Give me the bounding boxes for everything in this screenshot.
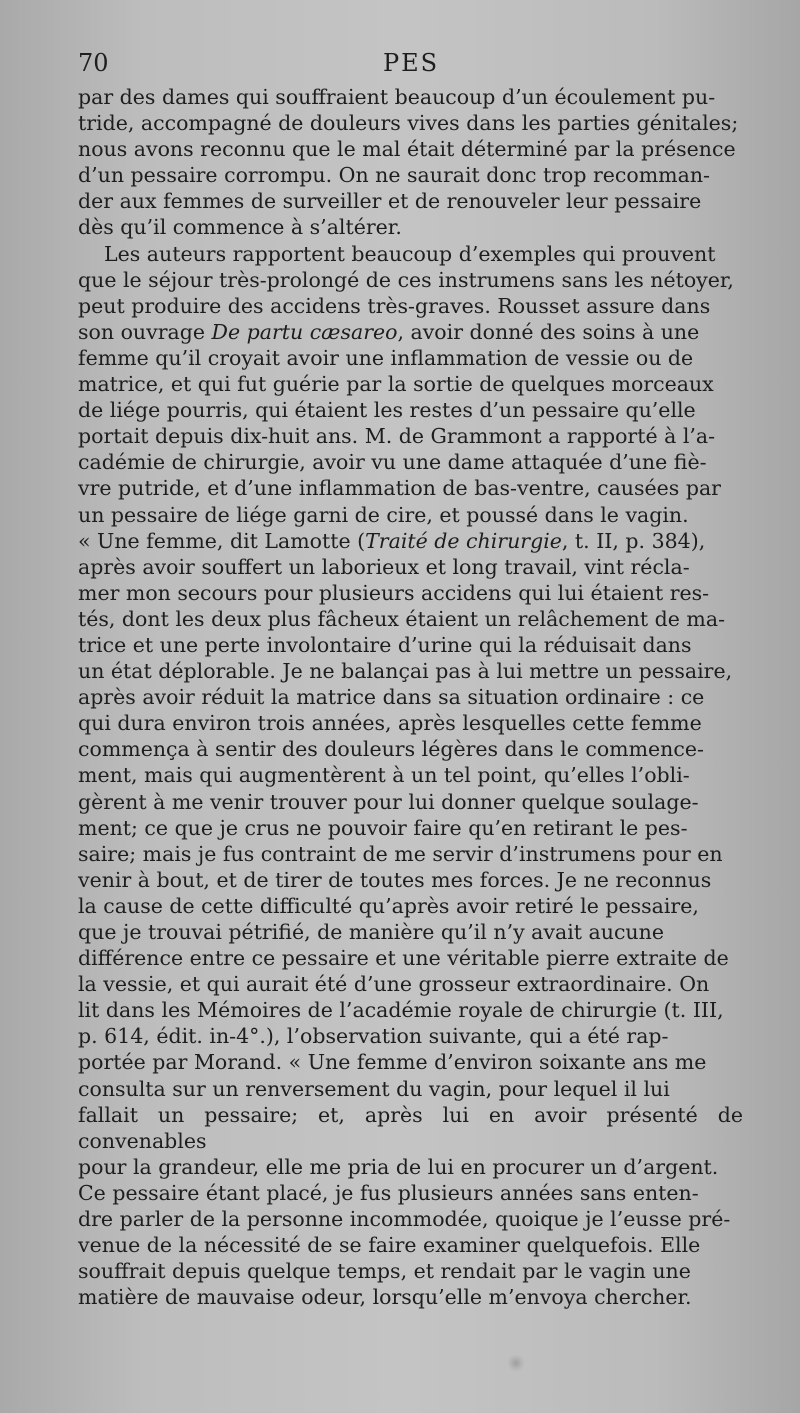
text-line: que le séjour très-prolongé de ces instrumens sans les nétoyer,: [78, 267, 734, 292]
text-line: trice et une perte involontaire d’urine qui la réduisait dans: [78, 632, 692, 657]
text-line: différence entre ce pessaire et une véritable pierre extraite de: [78, 946, 729, 971]
text-line: souffrait depuis quelque temps, et rendait par le vagin une: [78, 1259, 691, 1284]
text-line: Ce pessaire étant placé, je fus plusieurs années sans enten-: [78, 1180, 699, 1205]
text-line: commença à sentir des douleurs légères dans le commence-: [78, 737, 704, 762]
text-line: après avoir réduit la matrice dans sa situation ordinaire : ce: [78, 685, 705, 710]
text-line: que je trouvai pétrifié, de manière qu’il n’y avait aucune: [78, 920, 664, 944]
text-line: un état déplorable. Je ne balançai pas à lui mettre un pessaire,: [78, 659, 733, 684]
text-line: matrice, et qui fut guérie par la sortie de quelques morceaux: [78, 372, 714, 397]
page-header: [78, 48, 740, 80]
text-line: femme qu’il croyait avoir une inflammation de vessie ou de: [78, 345, 694, 370]
paper-stain: [507, 1354, 525, 1372]
text-line: p. 614, édit. in-4°.), l’observation suivante, qui a été rap-: [78, 1024, 669, 1049]
book-title-traite-de-chirurgie: Traité de chirurgie: [365, 528, 562, 553]
text-line: gèrent à me venir trouver pour lui donner quelque soulage-: [78, 789, 699, 814]
text-line: nous avons reconnu que le mal était déterminé par la présence: [78, 137, 736, 162]
text-line: venir à bout, et de tirer de toutes mes forces. Je ne reconnus: [78, 867, 712, 892]
text-line: tés, dont les deux plus fâcheux étaient un relâchement de ma-: [78, 606, 726, 631]
page-number: 70: [78, 49, 109, 77]
text-line: mer mon secours pour plusieurs accidens qui lui étaient res-: [78, 580, 710, 605]
text-line: vre putride, et d’une inflammation de bas-ventre, causées par: [78, 476, 721, 501]
text-line: dès qu’il commence à s’altérer.: [78, 215, 402, 240]
paragraph-2: [78, 241, 743, 1311]
running-head: PES: [383, 49, 440, 77]
text-line: après avoir souffert un laborieux et long travail, vint récla-: [78, 554, 690, 579]
text-fragment: son ouvrage: [78, 319, 212, 344]
text-line: ment, mais qui augmentèrent à un tel point, qu’elles l’obli-: [78, 763, 690, 788]
text-line: qui dura environ trois années, après lesquelles cette femme: [78, 711, 702, 736]
text-line: d’un pessaire corrompu. On ne saurait donc trop recomman-: [78, 163, 710, 188]
text-line: peut produire des accidens très-graves. Rousset assure dans: [78, 293, 711, 318]
paragraph-1: [78, 84, 743, 241]
text-line: Les auteurs rapportent beaucoup d’exemples qui prouvent: [104, 241, 716, 266]
text-line: portée par Morand. « Une femme d’environ soixante ans me: [78, 1050, 707, 1075]
text-line: fallait un pessaire; et, après lui en avoir présenté de convenables: [78, 1102, 743, 1153]
text-line: der aux femmes de surveiller et de renouveler leur pessaire: [78, 189, 702, 214]
text-line: tride, accompagné de douleurs vives dans les parties génitales;: [78, 111, 739, 136]
text-fragment: « Une femme, dit Lamotte (: [78, 528, 366, 553]
text-line: la cause de cette difficulté qu’après avoir retiré le pessaire,: [78, 893, 699, 918]
book-title-de-partu-caesareo: De partu cæsareo: [211, 319, 398, 344]
text-line: lit dans les Mémoires de l’académie royale de chirurgie (t. III,: [78, 998, 724, 1023]
text-line: un pessaire de liége garni de cire, et poussé dans le vagin.: [78, 502, 689, 527]
text-line: cadémie de chirurgie, avoir vu une dame attaquée d’une fiè-: [78, 450, 707, 475]
text-line: matière de mauvaise odeur, lorsqu’elle m’envoya chercher.: [78, 1285, 692, 1310]
text-line: consulta sur un renversement du vagin, pour lequel il lui: [78, 1076, 670, 1101]
text-line: pour la grandeur, elle me pria de lui en procurer un d’argent.: [78, 1154, 719, 1179]
text-line: saire; mais je fus contraint de me servir d’instrumens pour en: [78, 841, 723, 866]
text-line: portait depuis dix-huit ans. M. de Grammont a rapporté à l’a-: [78, 424, 716, 449]
text-line: dre parler de la personne incommodée, quoique je l’eusse pré-: [78, 1207, 731, 1232]
text-line: ment; ce que je crus ne pouvoir faire qu’en retirant le pes-: [78, 815, 688, 840]
text-fragment: , t. II, p. 384),: [561, 528, 706, 553]
text-line: venue de la nécessité de se faire examiner quelquefois. Elle: [78, 1233, 701, 1258]
text-line: [78, 319, 743, 345]
text-fragment: , avoir donné des soins à une: [397, 319, 700, 344]
text-line: par des dames qui souffraient beaucoup d’un écoulement pu-: [78, 85, 716, 109]
text-line: de liége pourris, qui étaient les restes d’un pessaire qu’elle: [78, 398, 696, 423]
body-text: [78, 84, 743, 1310]
text-line: la vessie, et qui aurait été d’une grosseur extraordinaire. On: [78, 972, 710, 997]
text-line: [78, 528, 743, 554]
